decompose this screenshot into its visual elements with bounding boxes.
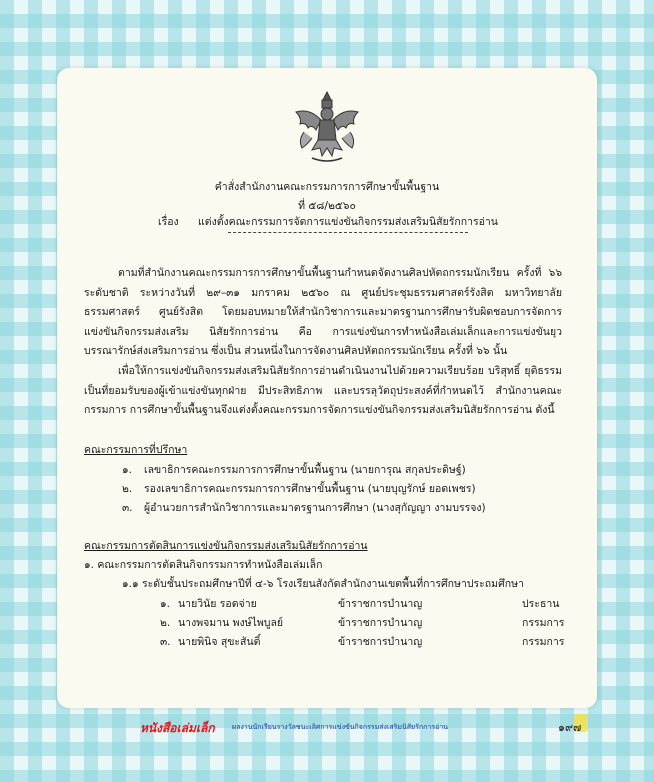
footer-subtitle: ผลงานนักเรียนรางวัลชนะเลิศการแข่งขันกิจกรรมส่งเสริมนิสัยรักการอ่าน xyxy=(232,723,448,731)
advisor-num: ๒. xyxy=(122,483,133,495)
judges-level: ๑.๑ ระดับชั้นประถมศึกษาปีที่ ๔-๖ โรงเรียนสังกัดสำนักงานเขตพื้นที่การศึกษาประถมศึกษา xyxy=(122,578,524,590)
member-name: นางพจมาน พงษ์ไพบูลย์ xyxy=(178,617,284,629)
order-number: ที่ ๕๘/๒๕๖๐ xyxy=(298,200,356,212)
body-paragraphs xyxy=(84,264,562,421)
advisor-item: รองเลขาธิการคณะกรรมการการศึกษาขั้นพื้นฐาน (นายบุญรักษ์ ยอดเพชร) xyxy=(144,483,476,495)
member-role: กรรมการ xyxy=(522,617,565,629)
subject-text: แต่งตั้งคณะกรรมการจัดการแข่งขันกิจกรรมส่งเสริมนิสัยรักการอ่าน xyxy=(198,216,498,228)
member-role: กรรมการ xyxy=(522,636,565,648)
divider xyxy=(228,232,468,233)
advisor-item: เลขาธิการคณะกรรมการการศึกษาขั้นพื้นฐาน (นายการุณ สกุลประดิษฐ์) xyxy=(144,464,466,476)
member-position: ข้าราชการบำนาญ xyxy=(338,617,423,629)
advisor-item: ผู้อำนวยการสำนักวิชาการและมาตรฐานการศึกษา (นางสุกัญญา งามบรรจง) xyxy=(144,502,486,514)
paragraph-2: เพื่อให้การแข่งขันกิจกรรมส่งเสริมนิสัยรักการอ่านดำเนินงานไปด้วยความเรียบร้อย บริสุทธิ์ ยุติธรรม เป็นที่ยอมรับของผู้เข้าแข่งขันทุกฝ่าย มีประสิทธิภาพ และบรรลุวัตถุประสงค์ที่กำหนดไว้ สำนักงานคณะกรรมการ การศึกษาขั้นพื้นฐานจึงแต่งตั้งคณะกรรมการจัดการแข่งขันกิจกรรมส่งเสริมนิสัยรักการอ่าน ดังนี้ xyxy=(84,364,562,417)
member-name: นายพินิจ สุขะสันติ์ xyxy=(178,636,261,648)
judges-heading: คณะกรรมการตัดสินการแข่งขันกิจกรรมส่งเสริมนิสัยรักการอ่าน xyxy=(84,540,368,552)
member-name: นายวินัย รอดจ่าย xyxy=(178,598,257,610)
advisors-heading: คณะกรรมการที่ปรึกษา xyxy=(84,444,188,456)
garuda-emblem-icon xyxy=(290,88,364,166)
member-num: ๑. xyxy=(160,598,171,610)
member-position: ข้าราชการบำนาญ xyxy=(338,636,423,648)
member-num: ๓. xyxy=(160,636,171,648)
member-num: ๒. xyxy=(160,617,171,629)
member-position: ข้าราชการบำนาญ xyxy=(338,598,423,610)
judges-subheading: ๑. คณะกรรมการตัดสินกิจกรรมการทำหนังสือเล่มเล็ก xyxy=(84,559,323,571)
footer-title: หนังสือเล่มเล็ก xyxy=(140,721,215,735)
subject-label: เรื่อง xyxy=(158,216,179,228)
advisor-num: ๑. xyxy=(122,464,133,476)
paragraph-1: ตามที่สำนักงานคณะกรรมการการศึกษาขั้นพื้นฐานกำหนดจัดงานศิลปหัตถกรรมนักเรียน ครั้งที่ ๖๖ ระดับชาติ ระหว่างวันที่ ๒๙–๓๑ มกราคม ๒๕๖๐ ณ ศูนย์ประชุมธรรมศาสตร์รังสิต มหาวิทยาลัยธรรมศาสตร์ ศูนย์รังสิต โดยมอบหมายให้สำนักวิชาการและมาตรฐานการศึกษารับผิดชอบการจัดการแข่งขันกิจกรรมส่งเสริม นิสัยรักการอ่าน คือ การแข่งขันการทำหนังสือเล่มเล็กและการแข่งขันยุวบรรณารักษ์ส่งเสริมการอ่าน ซึ่งเป็น ส่วนหนึ่งในการจัดงานศิลปหัตถกรรมนักเรียน ครั้งที่ ๖๖ นั้น xyxy=(84,267,562,358)
advisor-num: ๓. xyxy=(122,502,133,514)
member-role: ประธาน xyxy=(522,598,560,610)
page-number: ๑๙๗ xyxy=(558,721,582,734)
order-title: คำสั่งสำนักงานคณะกรรมการการศึกษาขั้นพื้นฐาน xyxy=(214,181,440,193)
